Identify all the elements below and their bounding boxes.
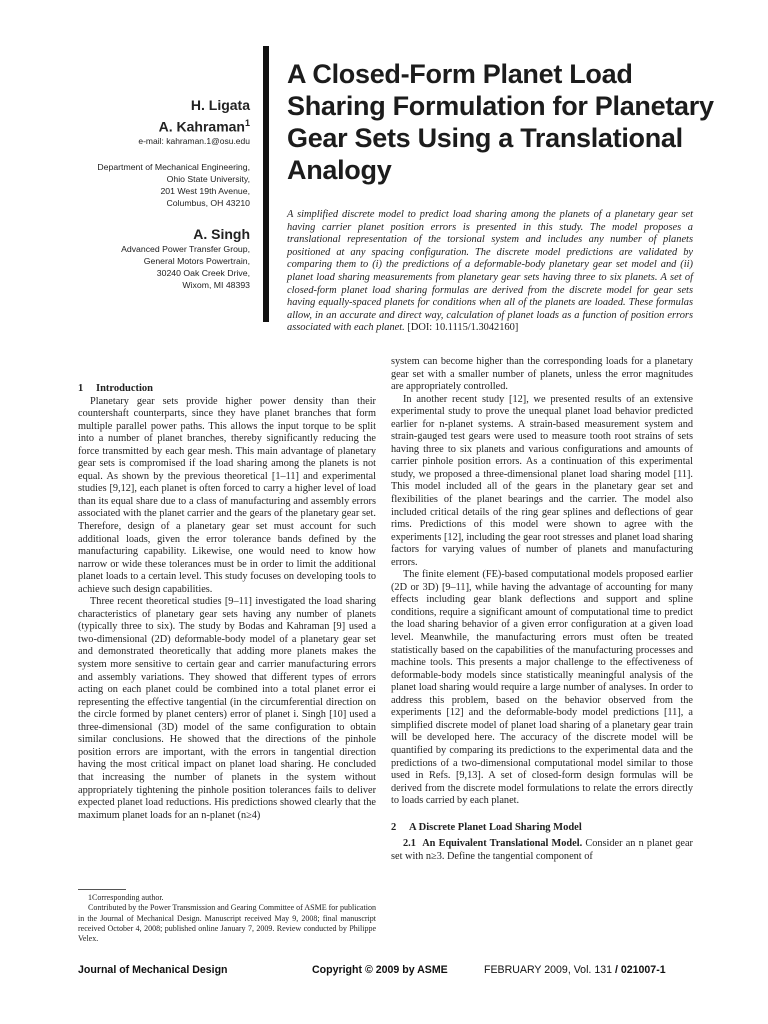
footer-journal: Journal of Mechanical Design bbox=[78, 964, 228, 976]
affiliation2-line: 30240 Oak Creek Drive, bbox=[156, 267, 250, 278]
affiliation1-line: Ohio State University, bbox=[166, 173, 250, 184]
subsection: 2.1 An Equivalent Translational Model. Consider an n planet gear set with n≥3. Define the tangential component of bbox=[391, 838, 693, 862]
doi-link[interactable]: [DOI: 10.1115/1.3042160] bbox=[407, 322, 519, 334]
title-divider-bar bbox=[263, 46, 269, 322]
paragraph: Three recent theoretical studies [9–11] investigated the load sharing characteristics of planetary gear sets having any number of planets (typically three to six). The study by Bodas and Kahraman [9] used a two-dimensional (2D) deformable-body model of a planetary gear set and demonstrated theoretically that adding more planets makes the system more sensitive to certain gear and carrier manufacturing errors and assembly variations. They showed that different types of errors acting on each planet could be combined into a total planet error ei representing the effective tangential (in the circumferential direction on the circle formed by planet centers) error of planet i. Singh [10] used a three-dimensional (3D) model of the same configuration to obtain similar conclusions. He showed that the directions of the pinhole position errors are important, with the errors in tangential direction having the most critical impact on planet load sharing. He concluded that increasing the number of planets in the system without appropriately tightening the pinhole position tolerances fails to deliver expected planet load reductions. His predictions showed clearly that the maximum planet loads for an n-planet (n≥4) bbox=[78, 596, 376, 821]
abstract-text: A simplified discrete model to predict load sharing among the planets of a planetary gear set having carrier planet position errors is presented in this study. The model proposes a translational representation of the torsional system and includes any number of planets positioned at any spacing configuration. The discrete model predictions are validated by comparing them to (i) the predictions of a deformable-body planetary gear set model and (ii) planet load sharing measurements from planetary gear sets having three to six planets. A set of closed-form planet load sharing formulas are derived from the discrete model for gear sets having equally-spaced planets for conditions when all of the planets are loaded. These formulas allow, in an accurate and direct way, calculation of planet loads as a function of position errors associated with each planet. bbox=[287, 209, 693, 334]
paragraph: The finite element (FE)-based computational models proposed earlier (2D or 3D) [9–11], while having the advantage of accounting for many effects including gear blank deflections and support and spline conditions, require a significant amount of computational time to predict the load sharing behavior of a given error configuration at a given load level. Meanwhile, the manufacturing errors must often be treated statistically based on the capabilities of the manufacturing processes and machine tools. This presents a major challenge to the effectiveness of deformable-body models since statistically meaningful analysis of the planet load sharing would require a large number of analyses. In order to address this problem, based on the behavior observed from the experiments [12] and the deformable-body model predictions [11], a simplified discrete model of planet load sharing of a planetary gear train will be developed here. The accuracy of the discrete model will be quantified by comparing its predictions to the experimental data and the predictions of a two-dimensional computational model similar to those used in Refs. [9,13]. A set of closed-form design formulas will be derived from the discrete model formulations to relate the errors directly to loads carried by each planet. bbox=[391, 569, 693, 807]
author-singh: A. Singh bbox=[193, 225, 250, 242]
footnote: 1Corresponding author. bbox=[88, 893, 164, 902]
paragraph: In another recent study [12], we presented results of an extensive experimental study to prove the unequal planet load behavior predicted earlier for n-planet systems. A strain-based measurement system and strain-gauged test gears were used to measure tooth root strains of sets having three to six planets and various configurations and amounts of carrier pinhole position errors. As a continuation of this experimental study, we proposed a three-dimensional planet load sharing model [11]. This model included all of the gears in the planetary gear set and flexibilities of the planet bearings and the carrier. The model also included critical details of the ring gear splines and deflections of gear rims. Predictions of this model were shown to agree with the experiments [12], including the gear root stresses and planet load sharing factors for varying values of number of planets and manufacturing errors. bbox=[391, 393, 693, 568]
affiliation2-line: Wixom, MI 48393 bbox=[182, 279, 250, 290]
affiliation2-line: Advanced Power Transfer Group, bbox=[121, 243, 250, 254]
affiliation1-line: Department of Mechanical Engineering, bbox=[97, 161, 250, 172]
left-column bbox=[78, 383, 376, 822]
paragraph: Planetary gear sets provide higher power density than their countershaft counterparts, since they have planet branches that form multiple parallel power paths. This allows the input torque to be split into a number of planet branches, thereby significantly reducing the force transmitted by each gear mesh. This main advantage of planetary gear sets is compromised if the load sharing among the planets is not equal. As shown by the previous theoretical [1–11] and experimental studies [9,12], each planet is often forced to carry a higher level of load than its equal share due to a class of manufacturing and assembly errors associated with the planet carrier and the gears of the planetary gear set. Therefore, design of a planetary gear set must account for such additional loads, given the error tolerance bands defined by the manufacturing capability. Likewise, one would need to know how narrow or wide these tolerances must be in order to limit the additional planet loads to a certain level. This study focuses on developing tools to achieve such design capabilities. bbox=[78, 395, 376, 595]
section-heading: 2 A Discrete Planet Load Sharing Model bbox=[391, 821, 582, 833]
abstract bbox=[287, 209, 693, 335]
footnote-rule bbox=[78, 889, 126, 890]
affiliation1-line: Columbus, OH 43210 bbox=[166, 197, 250, 208]
footer-issue: FEBRUARY 2009, Vol. 131 / 021007-1 bbox=[484, 964, 666, 976]
footnote: Contributed by the Power Transmission and Gearing Committee of ASME for publication in the Journal of Mechanical Design. Manuscript received May 9, 2008; final manuscript received October 4, 2008; published online January 7, 2009. Review conducted by Philippe Velex. bbox=[78, 903, 376, 944]
paper-title: A Closed-Form Planet Load Sharing Formulation for Planetary Gear Sets Using a Translational Analogy bbox=[287, 59, 714, 185]
authors-block bbox=[0, 96, 250, 291]
footnotes bbox=[78, 893, 376, 944]
affiliation2-line: General Motors Powertrain, bbox=[143, 255, 250, 266]
footer-copyright: Copyright © 2009 by ASME bbox=[312, 964, 448, 976]
author-email: e-mail: kahraman.1@osu.edu bbox=[138, 135, 250, 146]
author-ligata: H. Ligata bbox=[190, 97, 250, 113]
affiliation1-line: 201 West 19th Avenue, bbox=[160, 185, 250, 196]
right-column bbox=[391, 356, 693, 863]
section-heading: 1 Introduction bbox=[78, 383, 153, 394]
author-kahraman: A. Kahraman$^1$ bbox=[158, 118, 250, 135]
paragraph: system can become higher than the corresponding loads for a planetary gear set with a smaller number of planets, unless the error magnitudes are appropriately controlled. bbox=[391, 356, 693, 393]
